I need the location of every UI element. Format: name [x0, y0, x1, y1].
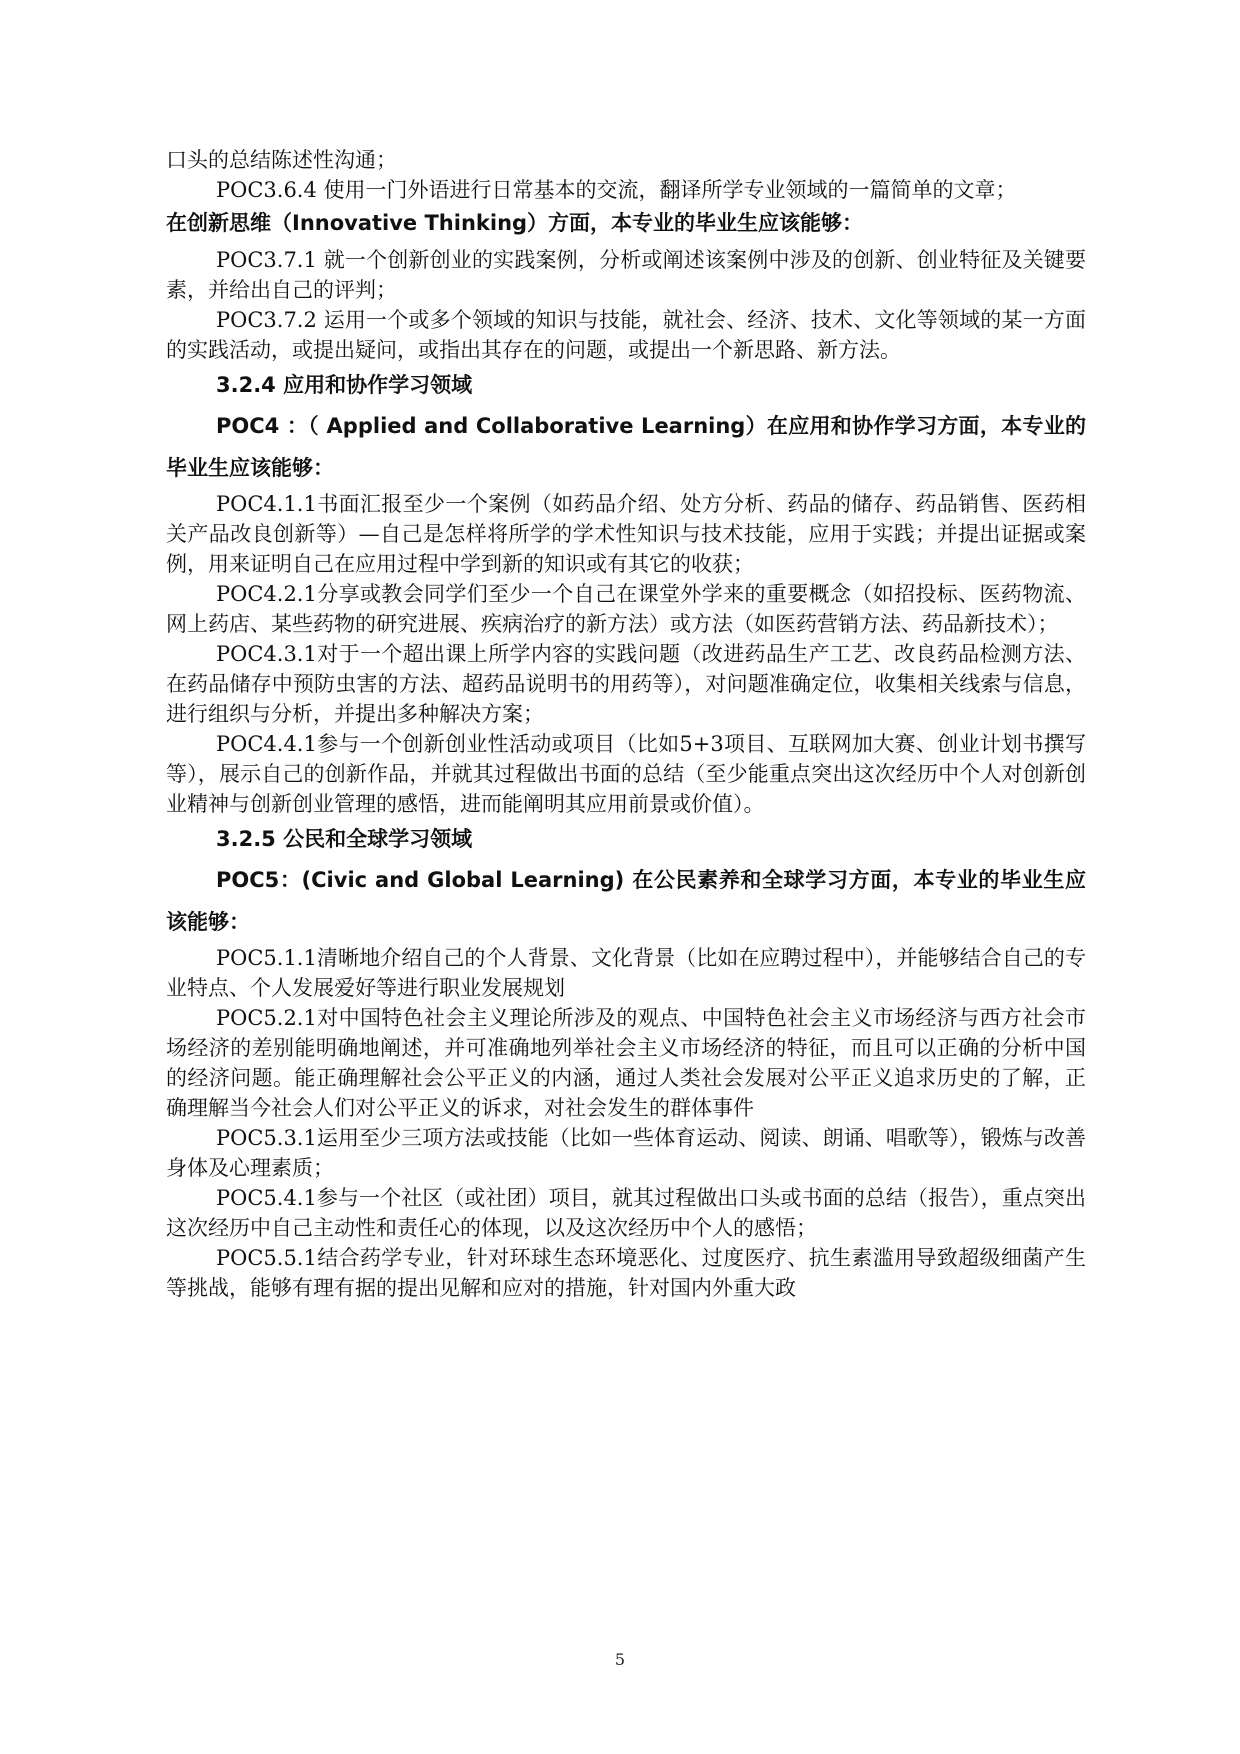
- paragraph: POC4.3.1对于一个超出课上所学内容的实践问题（改进药品生产工艺、改良药品检测方法、在药品储存中预防虫害的方法、超药品说明书的用药等），对问题准确定位，收集相关线索与信息，进行组织与分析，并提出多种解决方案；: [166, 642, 1086, 726]
- paragraph: POC5.3.1运用至少三项方法或技能（比如一些体育运动、阅读、朗诵、唱歌等），锻炼与改善身体及心理素质；: [166, 1126, 1086, 1180]
- paragraph: 口头的总结陈述性沟通；: [166, 148, 397, 172]
- paragraph: POC5.2.1对中国特色社会主义理论所涉及的观点、中国特色社会主义市场经济与西方社会市场经济的差别能明确地阐述，并可准确地列举社会主义市场经济的特征，而且可以正确的分析中国的经济问题。能正确理解社会公平正义的内涵，通过人类社会发展对公平正义追求历史的了解，正确理解当今社会人们对公平正义的诉求，对社会发生的群体事件: [166, 1006, 1086, 1120]
- paragraph: POC4.2.1分享或教会同学们至少一个自己在课堂外学来的重要概念（如招投标、医药物流、网上药店、某些药物的研究进展、疾病治疗的新方法）或方法（如医药营销方法、药品新技术）；: [166, 582, 1086, 636]
- paragraph: POC4.4.1参与一个创新创业性活动或项目（比如5+3项目、互联网加大赛、创业计划书撰写等），展示自己的创新作品，并就其过程做出书面的总结（至少能重点突出这次经历中个人对创新创业精神与创新创业管理的感悟，进而能阐明其应用前景或价值）。: [166, 732, 1086, 816]
- section-heading: 在创新思维（Innovative Thinking）方面，本专业的毕业生应该能够：: [166, 211, 864, 235]
- paragraph: POC4.1.1书面汇报至少一个案例（如药品介绍、处方分析、药品的储存、药品销售、医药相关产品改良创新等）—自己是怎样将所学的学术性知识与技术技能，应用于实践；并提出证据或案例，用来证明自己在应用过程中学到新的知识或有其它的收获；: [166, 492, 1086, 576]
- paragraph: POC3.7.2 运用一个或多个领域的知识与技能，就社会、经济、技术、文化等领域的某一方面的实践活动，或提出疑问，或指出其存在的问题，或提出一个新思路、新方法。: [166, 308, 1086, 362]
- paragraph: POC5.4.1参与一个社区（或社团）项目，就其过程做出口头或书面的总结（报告），重点突出这次经历中自己主动性和责任心的体现，以及这次经历中个人的感悟；: [166, 1186, 1086, 1240]
- document-body: [166, 145, 1086, 1303]
- paragraph: POC5.1.1清晰地介绍自己的个人背景、文化背景（比如在应聘过程中），并能够结合自己的专业特点、个人发展爱好等进行职业发展规划: [166, 946, 1086, 1000]
- section-heading: POC4 ：（ Applied and Collaborative Learning）在应用和协作学习方面，本专业的毕业生应该能够：: [166, 414, 1086, 480]
- paragraph: POC5.5.1结合药学专业，针对环球生态环境恶化、过度医疗、抗生素滥用导致超级细菌产生等挑战，能够有理有据的提出见解和应对的措施，针对国内外重大政: [166, 1246, 1086, 1300]
- paragraph: POC3.7.1 就一个创新创业的实践案例，分析或阐述该案例中涉及的创新、创业特征及关键要素，并给出自己的评判；: [166, 248, 1086, 302]
- subsection-heading: 3.2.4 应用和协作学习领域: [216, 373, 473, 397]
- subsection-heading: 3.2.5 公民和全球学习领域: [216, 827, 473, 851]
- paragraph: POC3.6.4 使用一门外语进行日常基本的交流，翻译所学专业领域的一篇简单的文章；: [216, 178, 1017, 202]
- section-heading: POC5：(Civic and Global Learning) 在公民素养和全球学习方面，本专业的毕业生应该能够：: [166, 868, 1086, 934]
- page-number: 5: [614, 1650, 626, 1669]
